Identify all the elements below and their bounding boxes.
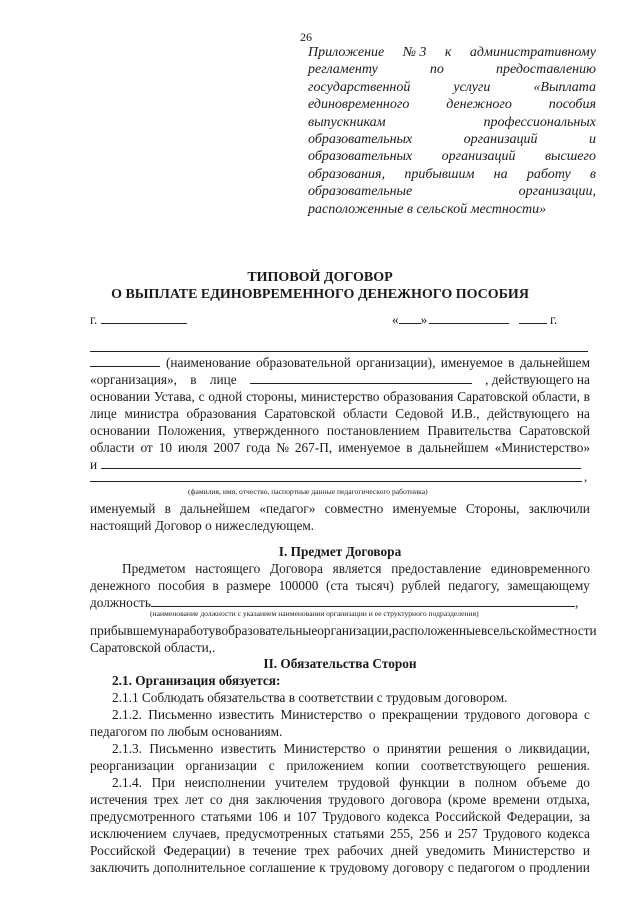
- p213-l1-word: 2.1.3.: [112, 741, 142, 756]
- s1-l3: должность: [90, 595, 151, 610]
- teacher-comma: ,: [584, 469, 588, 484]
- p214-l4-word: статьями: [333, 826, 385, 841]
- p214-l2-word: трудового: [328, 792, 385, 807]
- p212-line-1: [112, 706, 590, 723]
- s1-comma: ,: [574, 595, 579, 610]
- section-2-sub: [112, 672, 590, 689]
- pre-l4-word: Саратовской: [264, 406, 336, 421]
- preamble-line-1: [90, 354, 590, 371]
- section-2-sub-text: 2.1. Организация обязуется:: [112, 673, 281, 688]
- p214-l1-word: 2.1.4.: [112, 775, 142, 790]
- s1-l1-word: предоставление: [391, 561, 482, 576]
- teacher-blank-2: [90, 481, 582, 482]
- annex-word: в: [589, 166, 596, 182]
- annex-word: единовременного: [308, 97, 410, 113]
- annex-word: прибывшим: [404, 166, 475, 182]
- city-line: [90, 311, 187, 328]
- p213-l2-word: решения.: [537, 758, 590, 773]
- p214-l6-word: соглашение: [249, 860, 316, 875]
- p214-l2-word: истечения: [90, 792, 148, 807]
- p212-l1-word: Письменно: [148, 707, 213, 722]
- annex-word: на: [493, 166, 508, 182]
- preamble-line-4: [90, 405, 590, 422]
- s1-l4-word: образовательные: [221, 623, 318, 638]
- preamble-line-2: [90, 371, 590, 388]
- pre-l8-word: дальнейшем: [180, 501, 251, 516]
- p214-l4-word: и: [444, 826, 452, 841]
- annex-line: [308, 166, 596, 183]
- s1-l4-word: местности: [537, 623, 597, 638]
- pre-l4-word: И.В.,: [451, 406, 480, 421]
- p214-l6-word: договору: [392, 860, 444, 875]
- p214-l4-word: 256: [419, 826, 440, 841]
- p214-l1-word: учителем: [275, 775, 329, 790]
- section-1-line-5: [90, 639, 590, 656]
- s1-l4-word: в: [480, 623, 488, 638]
- p214-l1-word: неисполнении: [184, 775, 266, 790]
- org-name-blank: [90, 354, 160, 367]
- annex-word: к: [444, 45, 452, 60]
- p214-l2-word: дня: [228, 792, 249, 807]
- p213-l2-word: реорганизации: [90, 758, 174, 773]
- p214-l5-word: течение: [252, 843, 297, 858]
- annex-block: [308, 44, 596, 218]
- pre-l3-word: с: [198, 389, 205, 404]
- annex-word: выпускникам: [308, 114, 386, 130]
- p214-l6-word: заключить: [90, 860, 150, 875]
- position-caption: (наименование должности с указанием наименования организации и ее структурного подразделения): [150, 609, 479, 618]
- p214-l5-word: уведомить: [426, 843, 486, 858]
- pre-l8-word: именуемые: [392, 501, 457, 516]
- p214-l4-word: кодекса: [547, 826, 590, 841]
- pre-l6-word: именуемое: [338, 440, 401, 455]
- preamble-line-5: [90, 422, 590, 439]
- p214-l3-word: Российской: [435, 809, 501, 824]
- p213-l1-word: Министерство: [283, 741, 366, 756]
- pre-l5-word: Положения,: [157, 423, 226, 438]
- s1-l2-word: размере: [226, 578, 271, 593]
- year-suffix: г.: [549, 312, 558, 327]
- p214-l1-word: функции: [399, 775, 450, 790]
- year-blank: [519, 311, 547, 324]
- s1-l4-word: работу: [177, 623, 216, 638]
- pre-l3-word: Устава,: [153, 389, 195, 404]
- p214-l2-word: лет: [185, 792, 204, 807]
- annex-word: организаций: [441, 149, 516, 165]
- p214-l5-word: Федерации): [163, 843, 231, 858]
- pre-l8-word: именуемый: [90, 501, 156, 516]
- s1-l2-word: денежного: [90, 578, 151, 593]
- p214-l3-word: и: [283, 809, 291, 824]
- p214-l2-word: (кроме: [448, 792, 487, 807]
- p214-l6-word: педагогом: [457, 860, 515, 875]
- pre-l8-word: заключили: [528, 501, 590, 516]
- pre-l4-word: образования: [186, 406, 257, 421]
- annex-word: образовательные: [308, 184, 413, 200]
- p212-l1-word: прекращении: [381, 707, 459, 722]
- s1-l2-word: рублей: [401, 578, 441, 593]
- annex-word: высшего: [544, 149, 596, 165]
- p214-l6-word: трудовому: [329, 860, 389, 875]
- p214-line-1: [112, 774, 590, 791]
- date-quote-close: »: [420, 312, 428, 327]
- p214-line-5: [90, 842, 590, 859]
- s1-l4-word: организации,: [317, 623, 392, 638]
- pre-l3-word: в: [583, 389, 590, 404]
- p213-l2-word: соответствующего: [420, 758, 526, 773]
- annex-word: расположенные в сельской местности»: [308, 201, 547, 217]
- pre-l4-word: Седовой: [395, 406, 444, 421]
- annex-word: пособия: [548, 97, 596, 113]
- pre-l6-word: года: [246, 440, 271, 455]
- section-1-heading: [90, 543, 590, 560]
- p214-l5-word: и: [582, 843, 590, 858]
- s1-l1-word: настоящего: [195, 561, 261, 576]
- s1-l1-word: единовременного: [490, 561, 590, 576]
- annex-word: организации,: [518, 184, 596, 200]
- section-2-heading-text: II. Обязательства Сторон: [263, 656, 417, 671]
- annex-word: Приложение: [308, 45, 385, 60]
- annex-line: [308, 44, 596, 61]
- pre-l3-word: стороны,: [246, 389, 297, 404]
- section-1-line-4: [90, 622, 597, 639]
- annex-word: организаций: [463, 132, 538, 148]
- p214-l1-word: трудовой: [337, 775, 390, 790]
- p212-l1-word: о: [368, 707, 376, 722]
- representative-blank: [250, 371, 472, 384]
- pre-l5-word: Саратовской: [519, 423, 590, 438]
- p214-l2-word: заключения: [255, 792, 322, 807]
- p213-line-1: [112, 740, 590, 757]
- p214-l2-word: со: [209, 792, 223, 807]
- pre-l6-word: от: [140, 440, 153, 455]
- p214-l2-word: времени: [492, 792, 541, 807]
- pre-l4-word: области: [343, 406, 388, 421]
- p213-l2-word: организации: [185, 758, 258, 773]
- p214-l4-word: предусмотренных: [225, 826, 328, 841]
- annex-word: «Выплата: [533, 79, 596, 95]
- pre-l3-word: области,: [532, 389, 580, 404]
- pre-l3-word: Саратовской: [457, 389, 529, 404]
- p214-l6-word: с: [447, 860, 454, 875]
- pre-l2-b: в: [190, 372, 197, 387]
- p214-l3-word: 107: [296, 809, 317, 824]
- p214-l3-word: статьями: [200, 809, 252, 824]
- annex-word: по: [429, 62, 444, 78]
- pre-l8-word: Стороны,: [465, 501, 520, 516]
- p214-l6-word: продлении: [529, 860, 590, 875]
- s1-l2-word: (ста: [326, 578, 349, 593]
- s1-l2-word: пособия: [158, 578, 205, 593]
- p213-l1-word: Письменно: [149, 741, 214, 756]
- pre-l1-word: организации),: [356, 355, 436, 370]
- s1-l2-word: 100000: [278, 578, 319, 593]
- p214-l2-word: отдыха,: [546, 792, 590, 807]
- document-title: ТИПОВОЙ ДОГОВОР: [247, 270, 393, 285]
- pre-l1-word: именуемое: [440, 355, 503, 370]
- annex-word: образования,: [308, 166, 386, 182]
- annex-line: [308, 79, 596, 96]
- s1-l2-word: педагогу,: [448, 578, 500, 593]
- p212-l1-word: договора: [527, 707, 578, 722]
- p214-line-3: [90, 808, 590, 825]
- pre-l5-word: Правительства: [427, 423, 512, 438]
- pre-l7: и: [90, 457, 98, 472]
- pre-l5-word: постановлением: [326, 423, 420, 438]
- pre-l4-word: действующего: [487, 406, 570, 421]
- p214-l3-word: за: [578, 809, 590, 824]
- s1-l4-word: прибывшему: [90, 623, 165, 638]
- preamble-line-7: [90, 456, 590, 473]
- teacher-blank-1: [101, 456, 581, 469]
- section-1-line-1: [122, 560, 590, 577]
- pre-l8-word: «педагог»: [259, 501, 316, 516]
- p214-l1-word: в: [458, 775, 466, 790]
- p213-line-2: [90, 757, 590, 774]
- day-blank: [399, 311, 421, 324]
- preamble-line-9: [90, 517, 590, 534]
- p212-l1-word: Министерство: [280, 707, 363, 722]
- annex-line: [308, 61, 596, 78]
- pre-l6-word: дальнейшем: [418, 440, 489, 455]
- p214-l5-word: Министерство: [493, 843, 576, 858]
- annex-line: [308, 114, 596, 131]
- s1-l4-word: расположенные: [391, 623, 481, 638]
- p213-l1-word: принятии: [386, 741, 442, 756]
- p214-l2-word: трех: [153, 792, 179, 807]
- date-quote-open: «: [392, 312, 399, 327]
- p214-l6-word: дополнительное: [153, 860, 246, 875]
- pre-l4-word: на: [576, 406, 590, 421]
- p214-l5-word: дней: [391, 843, 419, 858]
- pre-l2-d: , действующего на: [485, 372, 590, 387]
- page-number: 26: [300, 30, 312, 44]
- annex-line: [308, 201, 596, 218]
- city-blank: [101, 311, 187, 324]
- p213-l2-word: с: [268, 758, 275, 773]
- pre-l6-word: 10: [158, 440, 173, 455]
- s1-l1-word: является: [332, 561, 382, 576]
- annex-word: регламенту: [308, 62, 378, 78]
- section-2-heading: [90, 655, 590, 672]
- pre-l1-word: в: [508, 355, 515, 370]
- annex-word: № 3: [402, 45, 427, 60]
- s1-l4-word: на: [164, 623, 178, 638]
- p214-l3-word: предусмотренного: [90, 809, 195, 824]
- p214-l1-word: до: [576, 775, 590, 790]
- p213-l1-word: о: [504, 741, 512, 756]
- annex-word: административному: [469, 45, 596, 60]
- pre-l3-word: министерство: [300, 389, 380, 404]
- annex-word: профессиональных: [483, 114, 596, 130]
- pre-l6-word: в: [406, 440, 413, 455]
- p214-l6-word: к: [319, 860, 326, 875]
- p214-l5-word: рабочих: [337, 843, 384, 858]
- p214-l5-word: в: [238, 843, 245, 858]
- pre-l6-word: области: [90, 440, 135, 455]
- p214-l3-word: Трудового: [322, 809, 381, 824]
- preamble-line-6: [90, 439, 590, 456]
- p214-line-2: [90, 791, 590, 808]
- p214-l6-word: о: [518, 860, 526, 875]
- pre-l9: настоящий Договор о нижеследующем.: [90, 518, 315, 533]
- annex-word: государственной: [308, 79, 411, 95]
- pre-l3-word: одной: [208, 389, 243, 404]
- p214-l5-word: Российской: [90, 843, 156, 858]
- p214-l1-word: объеме: [526, 775, 567, 790]
- pre-l6-word: №: [276, 440, 289, 455]
- date-line: [392, 311, 557, 328]
- p213-l1-word: известить: [220, 741, 277, 756]
- s1-l4-word: в: [215, 623, 222, 638]
- pre-l6-word: июля: [178, 440, 208, 455]
- annex-word: образовательных: [308, 132, 413, 148]
- pre-l4-word: министра: [124, 406, 179, 421]
- p214-l3-word: кодекса: [386, 809, 430, 824]
- pre-l8-word: в: [164, 501, 171, 516]
- p213-l2-word: копии: [375, 758, 410, 773]
- annex-word: денежного: [446, 97, 512, 113]
- p214-l4-word: 257: [457, 826, 478, 841]
- pre-l8-word: совместно: [324, 501, 384, 516]
- pre-l5-word: основании: [90, 423, 150, 438]
- preamble-line-8: [90, 500, 590, 517]
- p212-l1-word: известить: [218, 707, 275, 722]
- pre-l1-word: дальнейшем: [519, 355, 590, 370]
- pre-l2-c: лице: [209, 372, 237, 387]
- s1-l2-word: тысяч): [355, 578, 394, 593]
- annex-line: [308, 131, 596, 148]
- annex-word: и: [589, 132, 596, 148]
- p212-l1-word: трудового: [464, 707, 521, 722]
- p214-l2-word: договора: [391, 792, 442, 807]
- p214-l4-word: 255,: [390, 826, 414, 841]
- p214-line-6: [90, 859, 590, 876]
- p214-l1-word: При: [151, 775, 175, 790]
- p214-line-4: [90, 825, 590, 842]
- p214-l1-word: полном: [474, 775, 517, 790]
- p214-l3-word: 106: [257, 809, 278, 824]
- p212-l2-text: педагогом по любым основаниям.: [90, 724, 283, 739]
- p214-l4-word: случаев,: [172, 826, 220, 841]
- p211-text: 2.1.1 Соблюдать обязательства в соответствии с трудовым договором.: [112, 690, 508, 705]
- annex-word: образовательных: [308, 149, 413, 165]
- preamble-line-3: [90, 388, 590, 405]
- org-name-line-top: [90, 351, 588, 352]
- p213-l1-word: решения: [448, 741, 498, 756]
- annex-word: предоставлению: [495, 62, 596, 78]
- p213-l2-word: приложением: [286, 758, 364, 773]
- p212-line-2: [90, 723, 590, 740]
- month-blank: [429, 311, 509, 324]
- p212-l1-word: 2.1.2.: [112, 707, 142, 722]
- p213-l1-word: ликвидации,: [518, 741, 590, 756]
- pre-l2-a: «организация»,: [90, 372, 178, 387]
- pre-l3-word: основании: [90, 389, 150, 404]
- s1-l5: Саратовской области,.: [90, 640, 216, 655]
- document-subtitle: О ВЫПЛАТЕ ЕДИНОВРЕМЕННОГО ДЕНЕЖНОГО ПОСОБИЯ: [111, 287, 529, 302]
- annex-line: [308, 148, 596, 165]
- p212-l1-word: с: [584, 707, 590, 722]
- annex-word: услуги: [453, 79, 491, 95]
- teacher-caption: (фамилия, имя, отчество, паспортные данные педагогического работника): [188, 487, 428, 496]
- annex-line: [308, 96, 596, 113]
- p214-l5-word: трех: [304, 843, 330, 858]
- p213-l1-word: о: [372, 741, 380, 756]
- s1-l1-word: Договора: [270, 561, 323, 576]
- pre-l6-word: 2007: [213, 440, 241, 455]
- pre-l4-word: лице: [90, 406, 117, 421]
- pre-l6-word: «Министерство»: [494, 440, 590, 455]
- annex-line: [308, 183, 596, 200]
- p214-l4-word: Трудового: [483, 826, 542, 841]
- annex-word: работу: [526, 166, 571, 182]
- p214-l4-word: исключением: [90, 826, 167, 841]
- s1-l2-word: замещающему: [507, 578, 590, 593]
- pre-l6-word: 267-П,: [294, 440, 333, 455]
- pre-l1-word: (наименование: [166, 355, 251, 370]
- pre-l5-word: утвержденного: [233, 423, 320, 438]
- s1-l4-word: сельской: [487, 623, 538, 638]
- p211: [112, 689, 590, 706]
- p214-l3-word: Федерации,: [506, 809, 573, 824]
- s1-l1-word: Предметом: [122, 561, 186, 576]
- s1-l2-word: в: [212, 578, 219, 593]
- pre-l1-word: образовательной: [256, 355, 351, 370]
- section-1-line-2: [90, 577, 590, 594]
- pre-l3-word: образования: [383, 389, 454, 404]
- pre-l1-words: [166, 354, 590, 371]
- city-prefix: г.: [90, 312, 98, 327]
- section-1-heading-text: I. Предмет Договора: [278, 544, 402, 559]
